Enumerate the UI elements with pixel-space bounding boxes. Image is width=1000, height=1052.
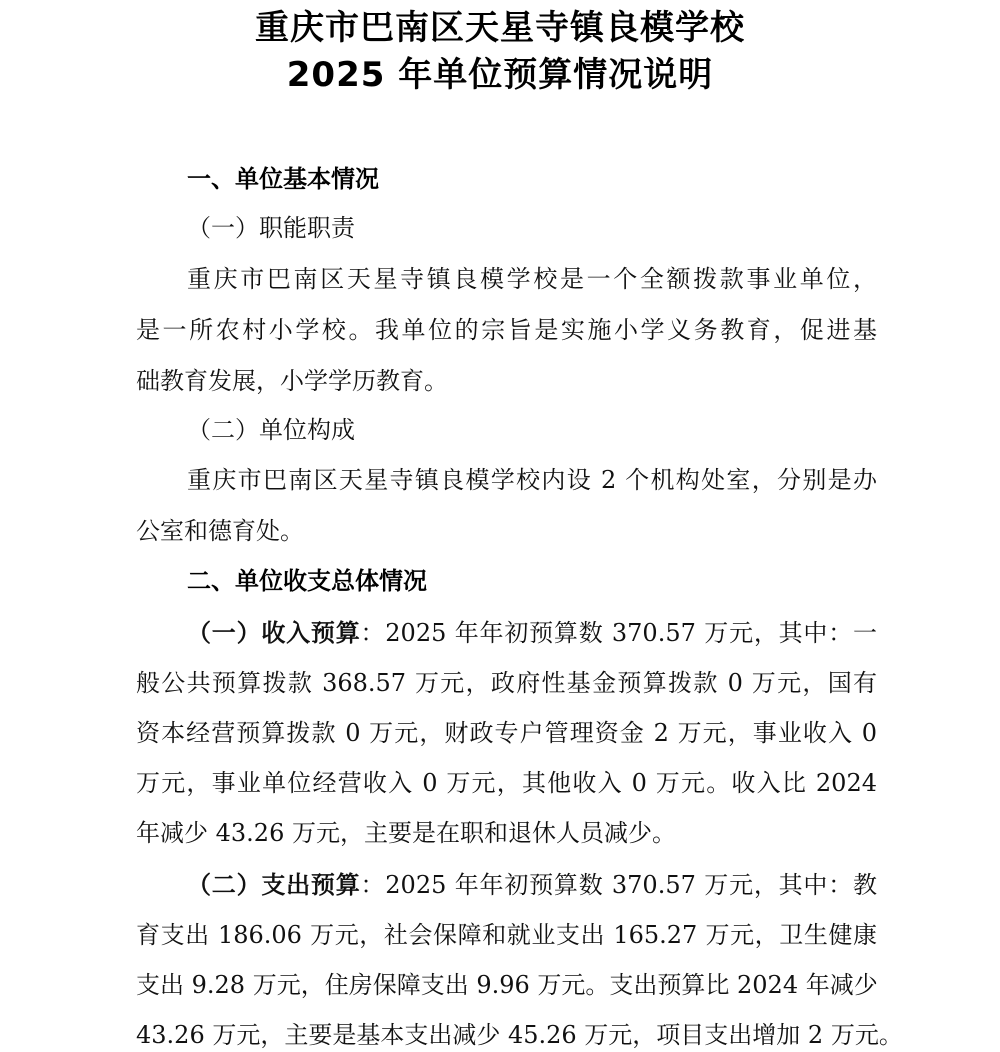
paragraph-line: 公室和德育处。	[136, 517, 304, 545]
paragraph-line: 万元，事业单位经营收入 0 万元，其他收入 0 万元。收入比 2024	[136, 769, 877, 797]
paragraph-line: 资本经营预算拨款 0 万元，财政专户管理资金 2 万元，事业收入 0	[136, 719, 877, 747]
paragraph-line: 是一所农村小学校。我单位的宗旨是实施小学义务教育，促进基	[136, 316, 877, 344]
section2-heading: 二、单位收支总体情况	[187, 567, 427, 595]
paragraph-line: 年减少 43.26 万元，主要是在职和退休人员减少。	[136, 819, 676, 847]
paragraph-line: 般公共预算拨款 368.57 万元，政府性基金预算拨款 0 万元，国有	[136, 669, 877, 697]
section1-sub1-heading: （一）职能职责	[187, 214, 355, 242]
section1-sub2-heading: （二）单位构成	[187, 416, 355, 444]
paragraph-line: 43.26 万元，主要是基本支出减少 45.26 万元，项目支出增加 2 万元。	[136, 1021, 903, 1049]
income-budget-text: ：2025 年年初预算数 370.57 万元，其中：一	[360, 619, 877, 647]
paragraph-line: 支出 9.28 万元，住房保障支出 9.96 万元。支出预算比 2024 年减少	[136, 971, 878, 999]
document-title-line2: 2025 年单位预算情况说明	[286, 55, 714, 95]
paragraph-line-income	[187, 618, 877, 648]
expense-budget-label: （二）支出预算	[187, 871, 361, 899]
paragraph-line-expense	[187, 870, 877, 900]
expense-budget-text: ：2025 年年初预算数 370.57 万元，其中：教	[360, 871, 877, 899]
section1-heading: 一、单位基本情况	[187, 165, 379, 193]
paragraph-line: 育支出 186.06 万元，社会保障和就业支出 165.27 万元，卫生健康	[136, 921, 877, 949]
paragraph-line: 重庆市巴南区天星寺镇良模学校是一个全额拨款事业单位，	[187, 265, 877, 293]
paragraph-line: 重庆市巴南区天星寺镇良模学校内设 2 个机构处室，分别是办	[187, 466, 877, 494]
document-title-line1: 重庆市巴南区天星寺镇良模学校	[255, 8, 745, 48]
paragraph-line: 础教育发展，小学学历教育。	[136, 367, 448, 395]
income-budget-label: （一）收入预算	[187, 619, 361, 647]
